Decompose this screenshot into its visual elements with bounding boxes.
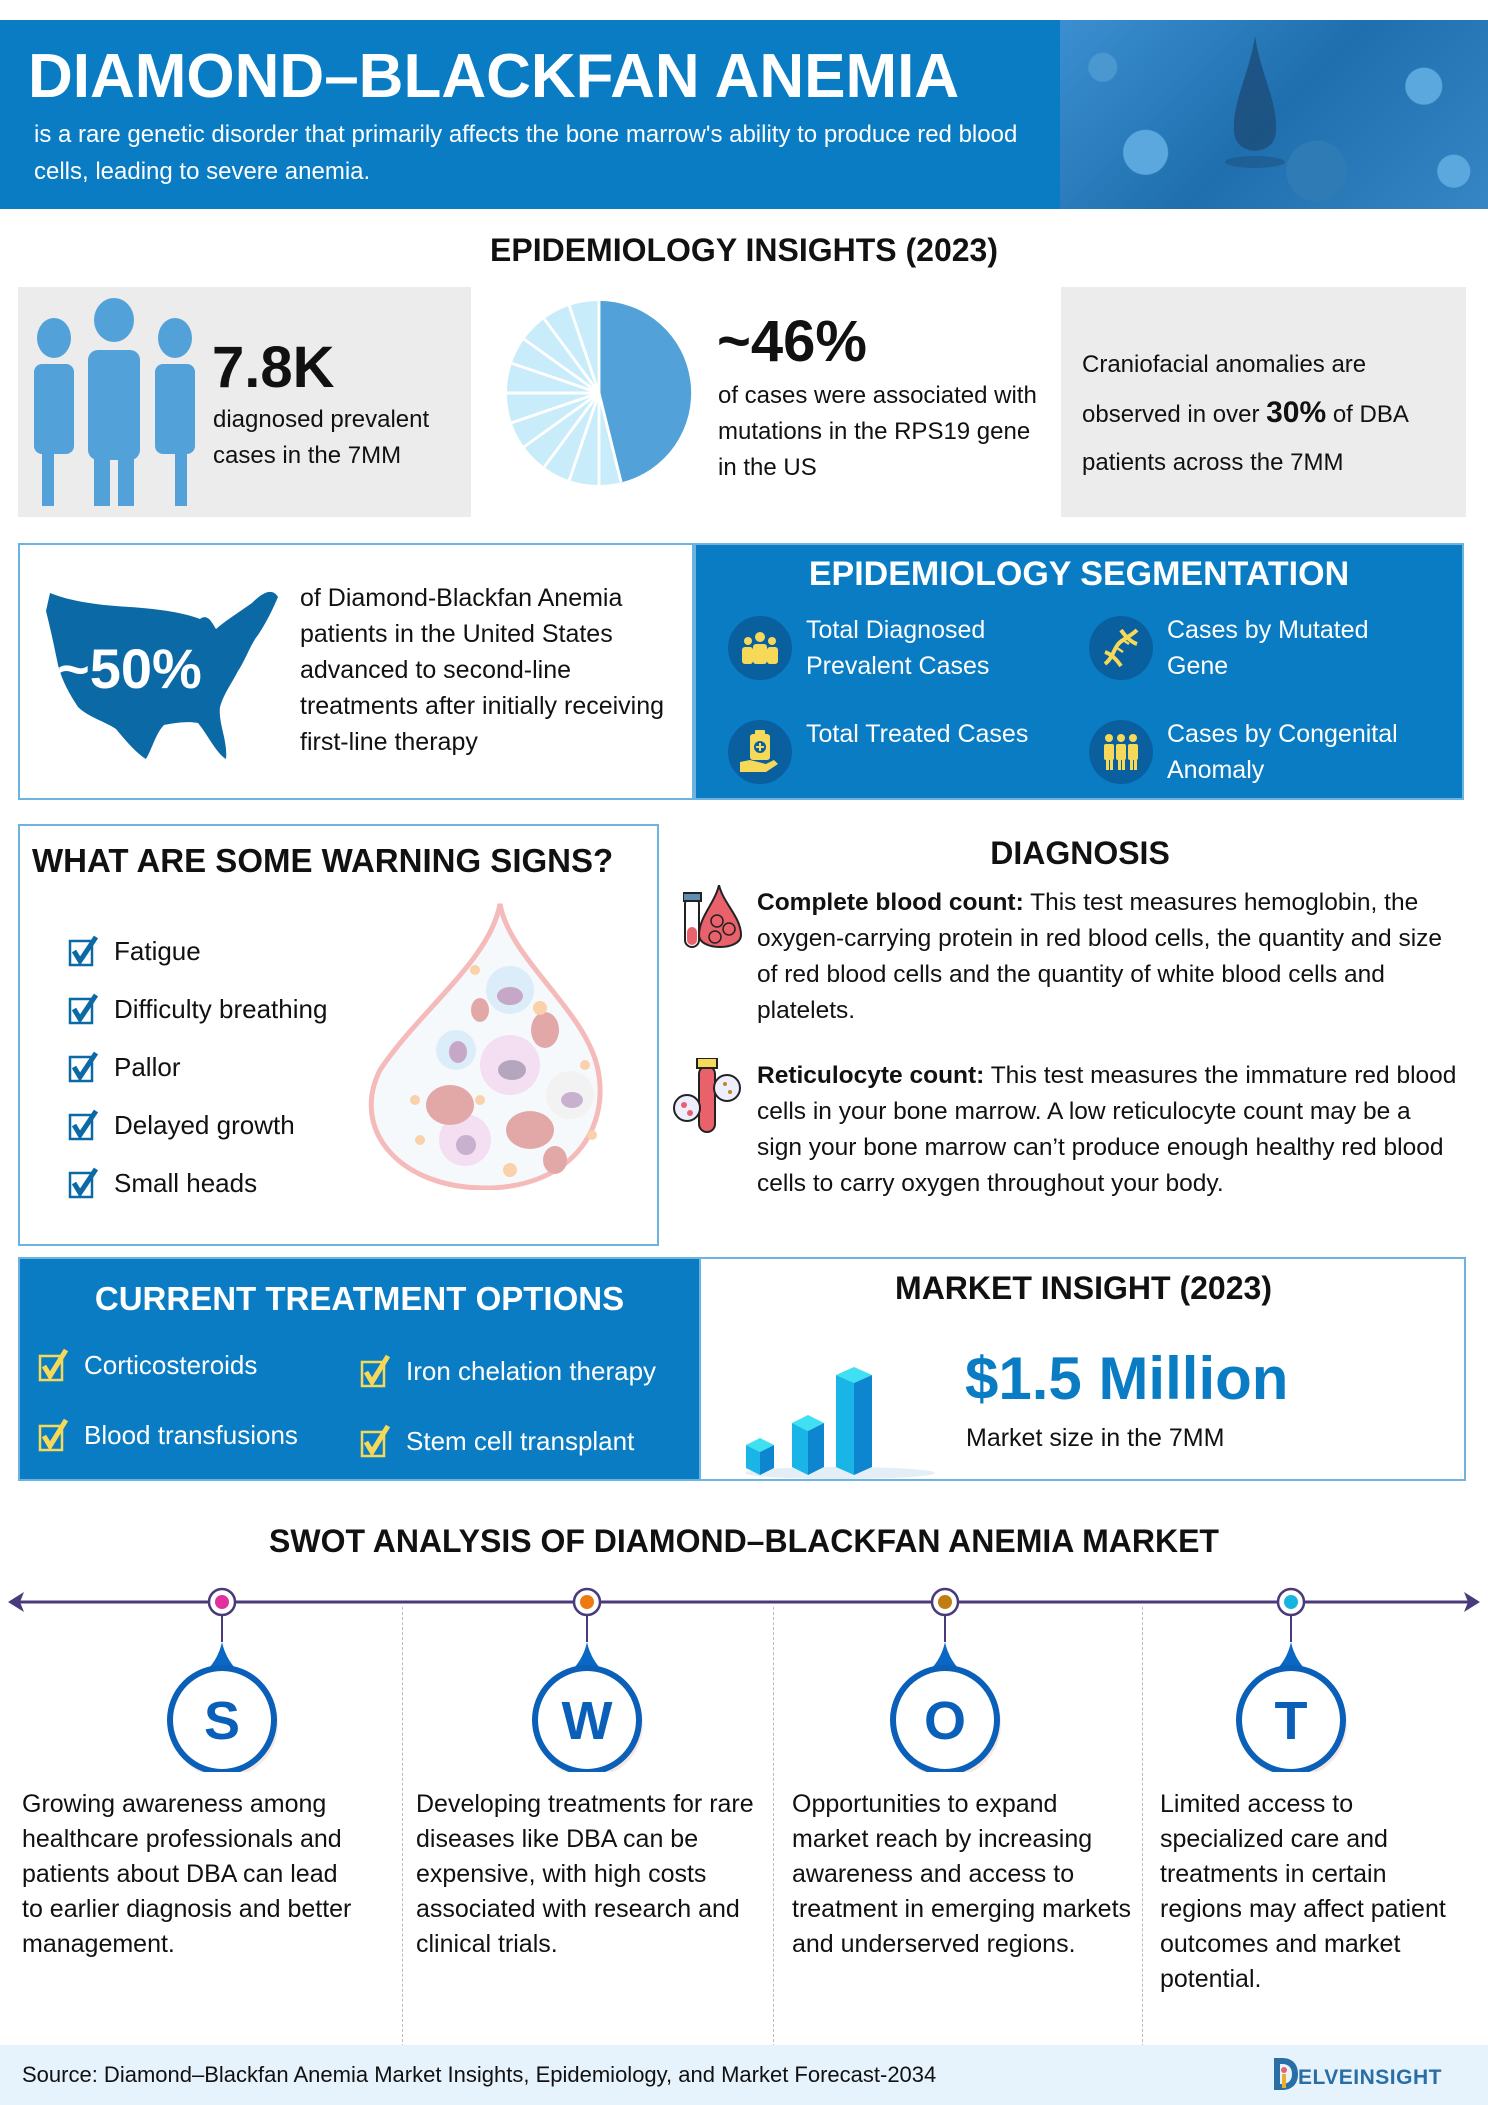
checkbox-checked-icon xyxy=(38,1348,70,1382)
epidemiology-insights-title: EPIDEMIOLOGY INSIGHTS (2023) xyxy=(490,232,998,268)
reticulocyte-test-icon xyxy=(673,1058,743,1138)
checkbox-checked-icon xyxy=(68,935,100,967)
page-title: DIAMOND–BLACKFAN ANEMIA xyxy=(28,42,960,111)
people-group-icon xyxy=(728,616,792,680)
delveinsight-logo-text: ELVEINSIGHT xyxy=(1298,2066,1442,2089)
checkbox-checked-icon xyxy=(68,1167,100,1199)
warning-sign-label: Difficulty breathing xyxy=(114,993,328,1024)
swot-opportunity-text: Opportunities to expand market reach by increasing awareness and access to treatment in emerging markets and underserved regions. xyxy=(792,1790,1132,1958)
treatment-title: CURRENT TREATMENT OPTIONS xyxy=(94,1280,625,1317)
warning-signs-list xyxy=(68,922,327,1212)
svg-text:O: O xyxy=(923,1691,967,1751)
diagnosis-description: This test measures hemoglobin, the oxygen-carrying protein in red blood cells, the quantity and size of red blood cells and the quantity of white blood cells and platelets. xyxy=(757,889,1443,1024)
segment-total-diagnosed xyxy=(728,612,1066,684)
family-icon xyxy=(1089,720,1153,784)
treatment-label: Iron chelation therapy xyxy=(406,1355,657,1386)
craniofacial-value: 30% xyxy=(1266,396,1327,429)
checkbox-checked-icon xyxy=(360,1354,392,1388)
segment-label: Cases by Mutated Gene xyxy=(1167,616,1369,680)
swot-threat-badge xyxy=(1231,1582,1351,1772)
diagnosis-title: DIAGNOSIS xyxy=(990,835,1170,871)
prevalent-cases-text: diagnosed prevalent cases in the 7MM xyxy=(213,406,430,469)
swot-title: SWOT ANALYSIS OF DIAMOND–BLACKFAN ANEMIA MARKET xyxy=(269,1523,1219,1559)
warning-sign-label: Small heads xyxy=(114,1167,258,1198)
swot-threat-text: Limited access to specialized care and treatments in certain regions may affect patient outcomes and market potential. xyxy=(1160,1790,1446,1993)
swot-divider xyxy=(1142,1607,1143,2047)
svg-text:T: T xyxy=(1274,1691,1308,1751)
treatment-item xyxy=(360,1424,634,1458)
warning-sign-item xyxy=(68,980,327,1038)
diagnosis-text xyxy=(757,885,1457,1029)
treatment-item xyxy=(38,1348,257,1382)
checkbox-checked-icon xyxy=(68,1109,100,1141)
second-line-text: of Diamond-Blackfan Anemia patients in the United States advanced to second-line treatments after initially receiving first-line therapy xyxy=(300,584,665,756)
market-size-label: Market size in the 7MM xyxy=(966,1424,1225,1452)
market-size-value: $1.5 Million xyxy=(965,1345,1289,1412)
second-line-value: ~50% xyxy=(57,637,202,700)
checkbox-checked-icon xyxy=(68,993,100,1025)
treatment-item xyxy=(38,1418,298,1452)
treatment-label: Stem cell transplant xyxy=(406,1425,635,1456)
water-drop-icon xyxy=(1220,32,1290,172)
diagnosis-item-cbc xyxy=(683,885,1457,1029)
treatment-label: Blood transfusions xyxy=(84,1419,298,1450)
segment-total-treated xyxy=(728,716,1066,784)
segmentation-title: EPIDEMIOLOGY SEGMENTATION xyxy=(808,555,1350,593)
warning-sign-item xyxy=(68,1096,327,1154)
checkbox-checked-icon xyxy=(360,1424,392,1458)
swot-weakness-text: Developing treatments for rare diseases like DBA can be expensive, with high costs associated with research and clinical trials. xyxy=(416,1790,754,1958)
segment-label: Total Diagnosed Prevalent Cases xyxy=(806,616,990,680)
bar-growth-icon xyxy=(740,1335,940,1480)
source-citation: Source: Diamond–Blackfan Anemia Market Insights, Epidemiology, and Market Forecast-2034 xyxy=(22,2062,937,2087)
rps19-text: of cases were associated with mutations in the RPS19 gene in the US xyxy=(718,382,1037,481)
segment-mutated-gene xyxy=(1089,612,1427,684)
checkbox-checked-icon xyxy=(68,1051,100,1083)
warning-sign-item xyxy=(68,922,327,980)
blood-test-tube-icon xyxy=(683,885,743,965)
delveinsight-logo-icon xyxy=(1272,2058,1298,2090)
segment-label: Total Treated Cases xyxy=(806,720,1029,748)
swot-strength-badge xyxy=(162,1582,282,1772)
page-subtitle: is a rare genetic disorder that primarily affects the bone marrow's ability to produce red blood cells, leading to severe anemia. xyxy=(34,121,1018,185)
svg-text:W: W xyxy=(561,1691,613,1751)
warning-sign-label: Delayed growth xyxy=(114,1109,295,1140)
swot-weakness-badge xyxy=(527,1582,647,1772)
warning-sign-label: Pallor xyxy=(114,1051,181,1082)
swot-strength-text: Growing awareness among healthcare professionals and patients about DBA can lead to earlier diagnosis and better management. xyxy=(22,1790,352,1958)
svg-text:S: S xyxy=(203,1691,241,1751)
segment-label: Cases by Congenital Anomaly xyxy=(1167,720,1398,784)
swot-opportunity-badge xyxy=(885,1582,1005,1772)
segment-congenital-anomaly xyxy=(1089,716,1427,788)
blood-cells-drop-illustration xyxy=(360,900,610,1190)
diagnosis-text xyxy=(757,1058,1457,1202)
people-icon xyxy=(32,298,197,508)
checkbox-checked-icon xyxy=(38,1418,70,1452)
craniofacial-text xyxy=(1082,341,1462,487)
warning-sign-item xyxy=(68,1154,327,1212)
craniofacial-text-before: Craniofacial anomalies are observed in over xyxy=(1082,351,1367,428)
diagnosis-item-reticulocyte xyxy=(673,1058,1457,1202)
treatment-item xyxy=(360,1354,656,1388)
diagnosis-term: Complete blood count: xyxy=(757,889,1024,916)
craniofacial-text-after: of DBA patients across the 7MM xyxy=(1082,401,1408,476)
diagnosis-description: This test measures the immature red blood cells in your bone marrow. A low reticulocyte count may be a sign your bone marrow can’t produce enough healthy red blood cells to carry oxygen throughout your body. xyxy=(757,1062,1457,1197)
warning-signs-title: WHAT ARE SOME WARNING SIGNS? xyxy=(32,842,614,879)
market-insight-title: MARKET INSIGHT (2023) xyxy=(895,1270,1272,1306)
prevalent-cases-value: 7.8K xyxy=(212,335,335,400)
treatment-label: Corticosteroids xyxy=(84,1349,258,1380)
rps19-pie-chart-icon xyxy=(503,297,695,489)
swot-divider xyxy=(773,1607,774,2047)
dna-icon xyxy=(1089,616,1153,680)
swot-divider xyxy=(402,1607,403,2047)
diagnosis-term: Reticulocyte count: xyxy=(757,1062,985,1089)
delveinsight-logo[interactable] xyxy=(1272,2058,1442,2090)
medical-kit-hand-icon xyxy=(728,720,792,784)
warning-sign-label: Fatigue xyxy=(114,935,201,966)
warning-sign-item xyxy=(68,1038,327,1096)
rps19-value: ~46% xyxy=(717,309,867,374)
